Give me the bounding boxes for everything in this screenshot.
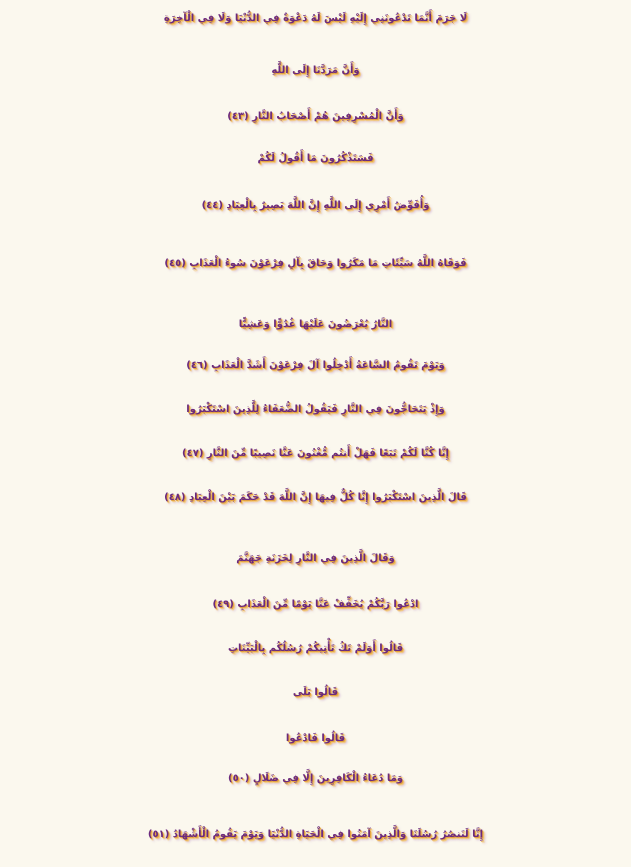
verse-line-12: وَقَالَ الَّذِينَ فِي النَّارِ لِخَزَنَةِ جَهَنَّمَ	[236, 553, 395, 564]
verse-line-6: فَوَقَاهُ اللَّهُ سَيِّئَاتِ مَا مَكَرُوا وَحَاقَ بِآلِ فِرْعَوْنَ سُوءُ الْعَذَابِ (٤٥)	[164, 258, 467, 269]
verse-line-18: إِنَّا لَنَنصُرُ رُسُلَنَا وَالَّذِينَ آمَنُوا فِي الْحَيَاةِ الدُّنْيَا وَيَوْمَ يَقُومُ الْأَشْهَادُ (٥١)	[147, 829, 484, 840]
verse-line-9: وَإِذْ يَتَحَاجُّونَ فِي النَّارِ فَيَقُولُ الضُّعَفَاءُ لِلَّذِينَ اسْتَكْبَرُوا	[186, 404, 445, 415]
verse-line-5: وَأُفَوِّضُ أَمْرِي إِلَى اللَّهِ إِنَّ اللَّهَ بَصِيرٌ بِالْعِبَادِ (٤٤)	[201, 200, 430, 211]
verse-line-15: قَالُوا بَلَى	[292, 687, 339, 698]
verse-line-11: قَالَ الَّذِينَ اسْتَكْبَرُوا إِنَّا كُلٌّ فِيهَا إِنَّ اللَّهَ قَدْ حَكَمَ بَيْنَ الْعِبَادِ (٤٨)	[164, 492, 467, 503]
verse-line-1: لَا جَرَمَ أَنَّمَا تَدْعُونَنِي إِلَيْهِ لَيْسَ لَهُ دَعْوَةٌ فِي الدُّنْيَا وَلَا فِي الْآخِرَةِ	[163, 13, 468, 24]
verse-line-13: ادْعُوا رَبَّكُمْ يُخَفِّفْ عَنَّا يَوْمًا مِّنَ الْعَذَابِ (٤٩)	[212, 599, 419, 610]
verse-line-7: النَّارُ يُعْرَضُونَ عَلَيْهَا غُدُوًّا وَعَشِيًّا	[238, 319, 393, 330]
verse-line-10: إِنَّا كُنَّا لَكُمْ تَبَعًا فَهَلْ أَنتُم مُّغْنُونَ عَنَّا نَصِيبًا مِّنَ النَّارِ (٤٧)	[182, 448, 449, 459]
verse-line-4: فَسَتَذْكُرُونَ مَا أَقُولُ لَكُمْ	[257, 153, 374, 164]
verse-line-8: وَيَوْمَ تَقُومُ السَّاعَةُ أَدْخِلُوا آلَ فِرْعَوْنَ أَشَدَّ الْعَذَابِ (٤٦)	[186, 360, 445, 371]
verse-line-17: وَمَا دُعَاءُ الْكَافِرِينَ إِلَّا فِي ضَلَالٍ (٥٠)	[228, 773, 403, 784]
verse-line-14: قَالُوا أَوَلَمْ تَكُ تَأْتِيكُمْ رُسُلُكُم بِالْبَيِّنَاتِ	[227, 643, 404, 654]
verse-line-16: قَالُوا فَادْعُوا	[285, 733, 346, 744]
verse-line-2: وَأَنَّ مَرَدَّنَا إِلَى اللَّهِ	[271, 65, 360, 76]
verse-line-3: وَأَنَّ الْمُسْرِفِينَ هُمْ أَصْحَابُ النَّارِ (٤٣)	[227, 111, 404, 122]
